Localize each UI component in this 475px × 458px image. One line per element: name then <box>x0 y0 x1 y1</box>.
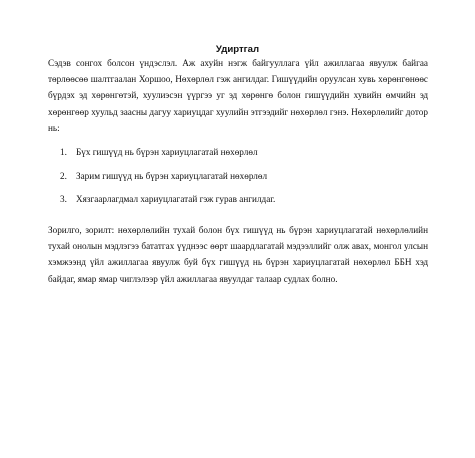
list-item <box>60 168 420 192</box>
list-item-text: Бүх гишүүд нь бүрэн хариуцлагатай нөхөрлөл <box>76 147 258 157</box>
list-item-number: 1. <box>60 147 67 157</box>
goals-paragraph: Зорилго, зорилт: нөхөрлөлийн тухай болон бүх гишүүд нь бүрэн хариуцлагатай нөхөрлөлийн тухай онолын мэдлэгээ бататгах үүднээс өөрт шаардлагатай мэдээллийг олж авах, монгол улсын хэмжээнд үйл ажиллагаа явуулж буй бүх гишүүд нь бүрэн хариуцлагатай нөхөрлөл ББН хэд байдаг, ямар ямар чиглэлээр үйл ажиллагаа явуулдаг талаар судлах болно. <box>48 225 428 284</box>
document-title: Удиртгал <box>215 44 260 55</box>
list-item <box>60 144 420 168</box>
list-item-text: Хязгаарлагдмал хариуцлагатай гэж гурав ангилдаг. <box>76 194 276 204</box>
classification-list <box>60 144 420 215</box>
list-item-number: 3. <box>60 194 67 204</box>
intro-paragraph: Сэдэв сонгох болсон үндэслэл. Аж ахуйн нэгж байгууллага үйл ажиллагаа явуулж байгаа төрлөөсөө шалтгаалан Хоршоо, Нөхөрлөл гэж ангилдаг. Гишүүдийн оруулсан хувь хөрөнгөнөөс бүрдэх эд хөрөнгөтэй, хуулиэсэн үүргээ уг эд хөрөнгө болон гишүүдийн хувийн өмчийн эд хөрөнгөөр хуульд заасны дагуу хариуцдаг хуулийн этгээдийг нөхөрлөл гэнэ. Нөхөрлөлийг дотор нь: <box>48 58 428 133</box>
list-item-text: Зарим гишүүд нь бүрэн хариуцлагатай нөхөрлөл <box>76 170 268 181</box>
list-item <box>60 191 420 215</box>
list-item-number: 2. <box>60 170 67 181</box>
